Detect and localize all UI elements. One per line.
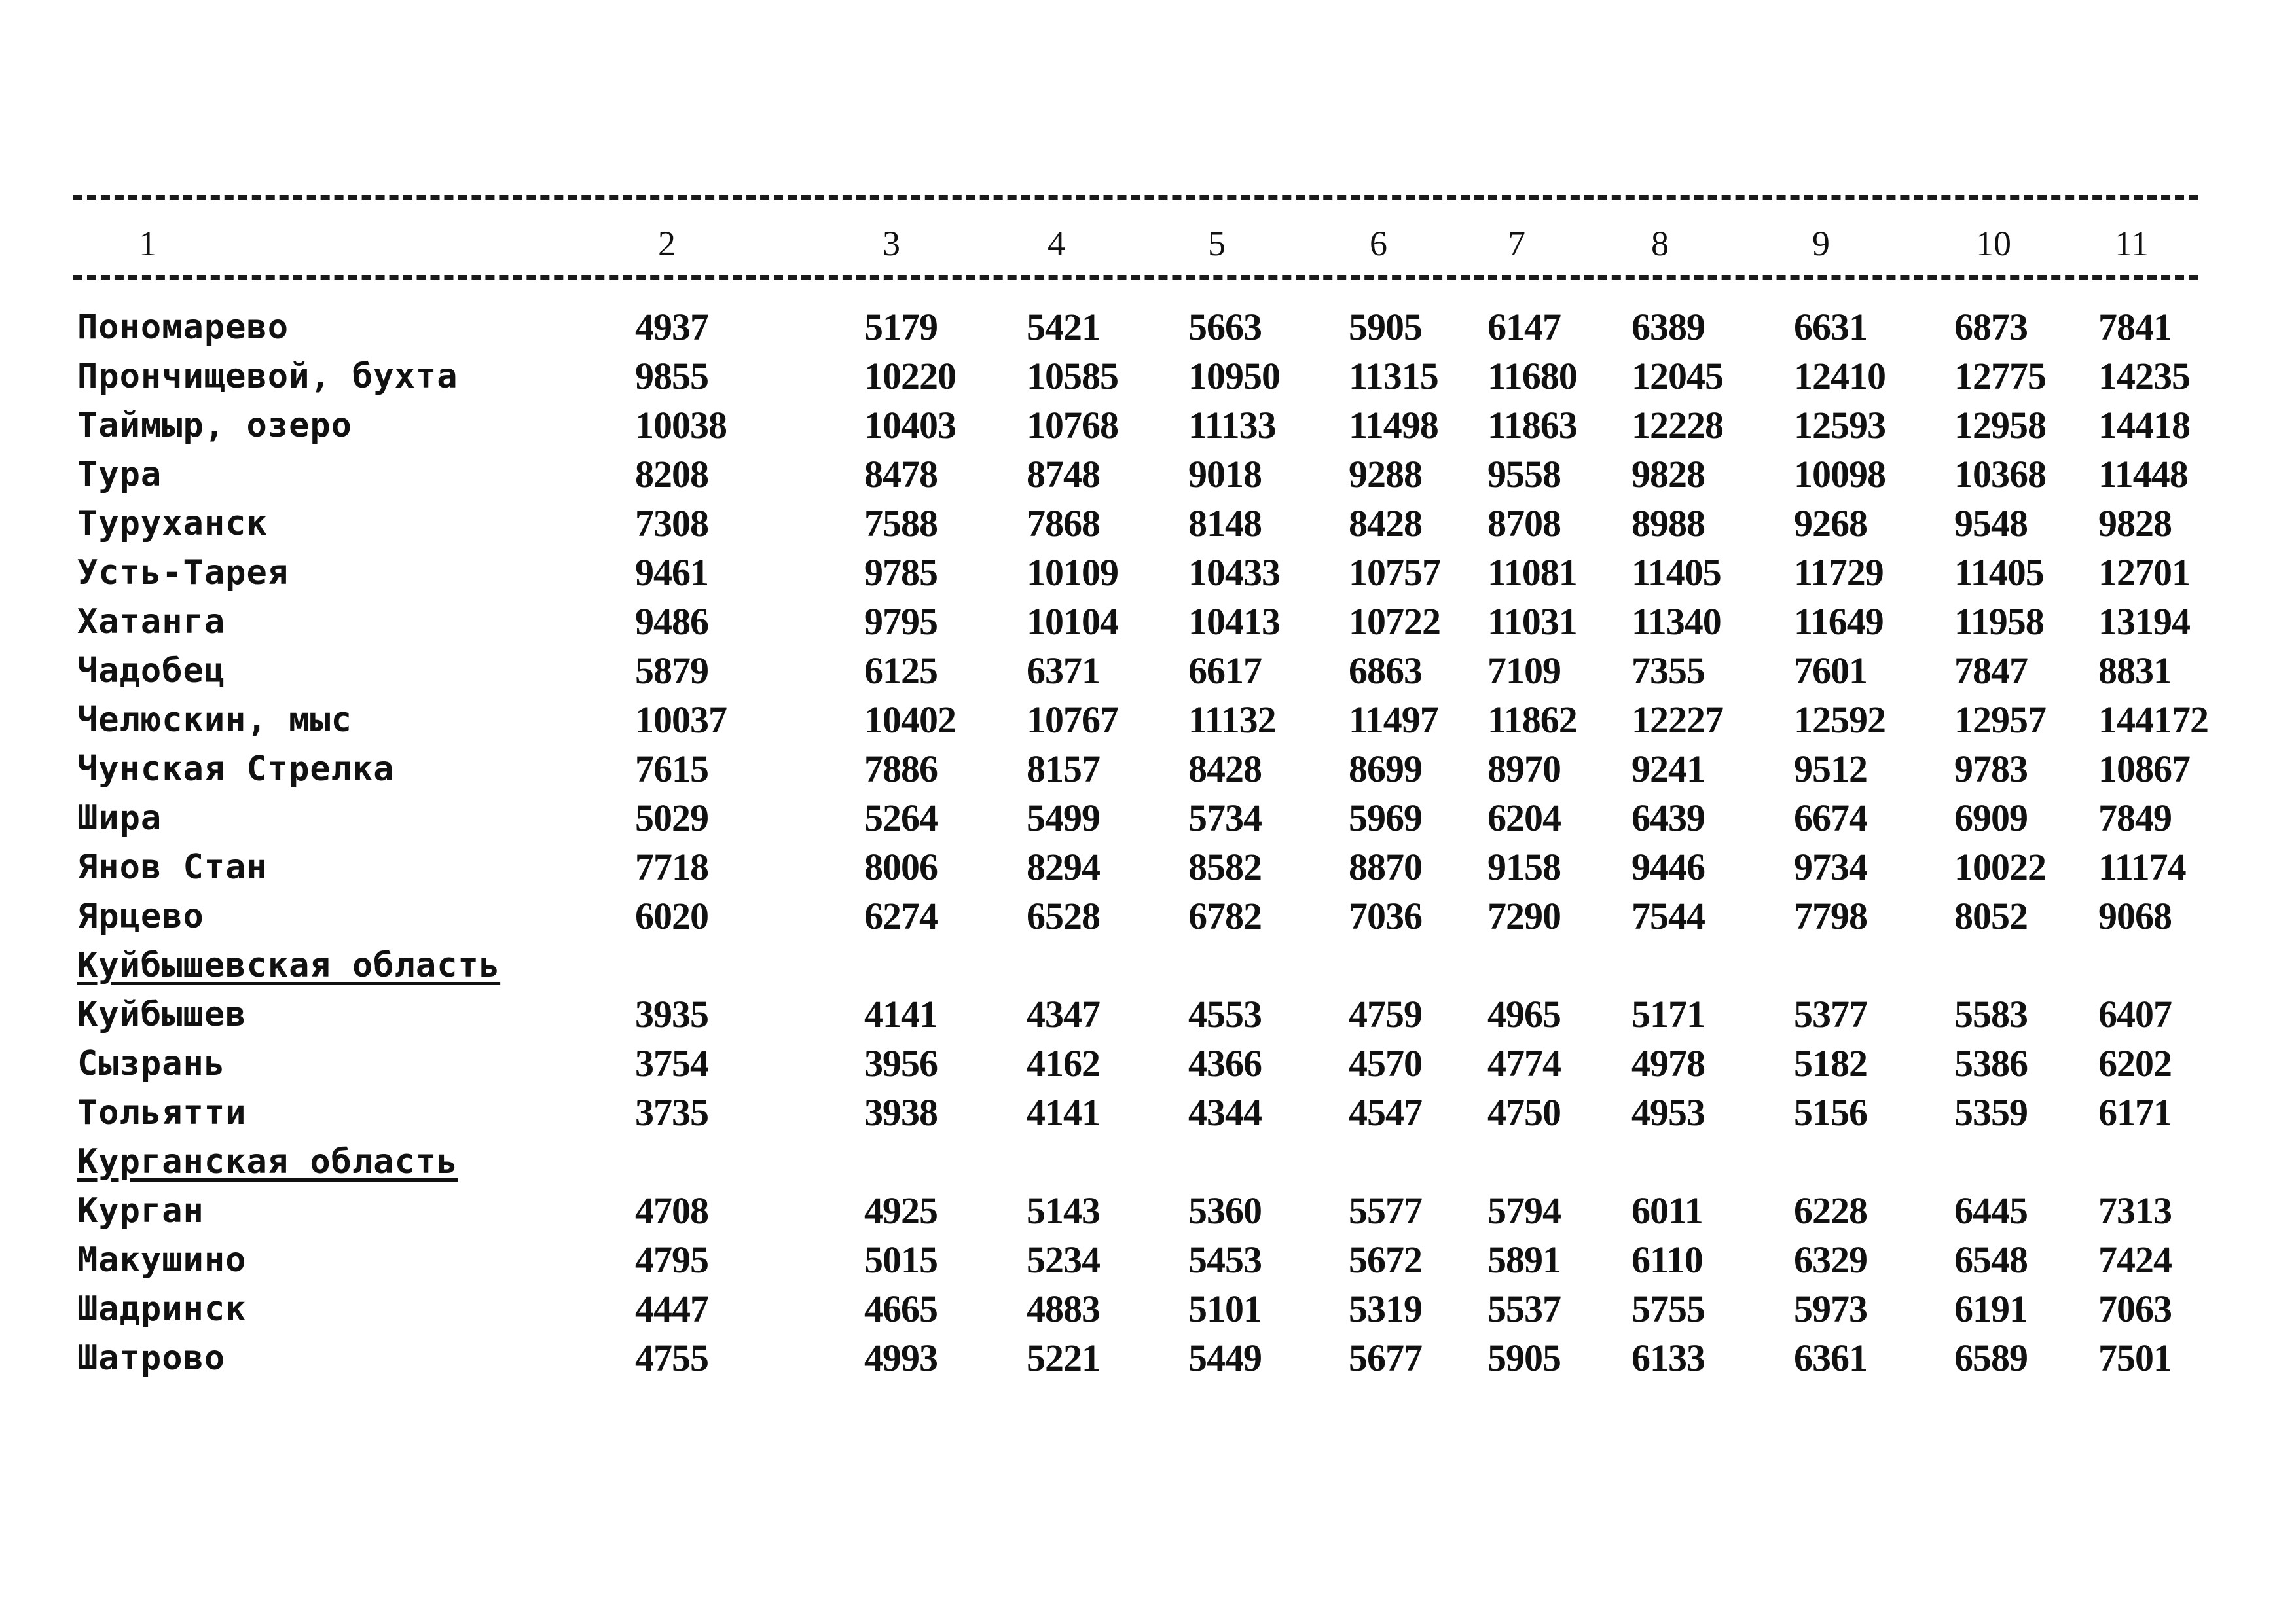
value-cell-col-11: 9068 — [2098, 895, 2172, 937]
value-cell-col-11: 7063 — [2098, 1288, 2172, 1330]
value-cell-col-3: 4665 — [864, 1288, 938, 1330]
value-cell-col-2: 10037 — [635, 698, 727, 741]
value-cell-col-2: 6020 — [635, 895, 708, 937]
value-cell-col-3: 8478 — [864, 453, 938, 496]
value-cell-col-7: 9158 — [1487, 846, 1561, 888]
value-cell-col-10: 5583 — [1954, 993, 2028, 1036]
value-cell-col-10: 10368 — [1954, 453, 2046, 496]
value-cell-col-3: 10403 — [864, 404, 956, 446]
value-cell-col-3: 5015 — [864, 1238, 938, 1281]
table-row — [0, 1235, 2296, 1285]
value-cell-col-9: 12593 — [1794, 404, 1886, 446]
value-cell-col-8: 4978 — [1631, 1042, 1705, 1085]
value-cell-col-9: 5156 — [1794, 1091, 1867, 1134]
value-cell-col-2: 9486 — [635, 600, 708, 643]
value-cell-col-7: 5794 — [1487, 1189, 1561, 1232]
value-cell-col-5: 5663 — [1188, 306, 1262, 348]
value-cell-col-7: 5905 — [1487, 1337, 1561, 1379]
value-cell-col-9: 5973 — [1794, 1288, 1867, 1330]
value-cell-col-5: 10413 — [1188, 600, 1280, 643]
value-cell-col-2: 4937 — [635, 306, 708, 348]
value-cell-col-10: 6909 — [1954, 797, 2028, 839]
value-cell-col-5: 11133 — [1188, 404, 1276, 446]
value-cell-col-6: 5577 — [1349, 1189, 1422, 1232]
value-cell-col-2: 7308 — [635, 502, 708, 545]
value-cell-col-9: 6329 — [1794, 1238, 1867, 1281]
table-row — [0, 842, 2296, 892]
value-cell-col-6: 11315 — [1349, 355, 1438, 397]
value-cell-col-8: 12228 — [1631, 404, 1723, 446]
value-cell-col-11: 11174 — [2098, 846, 2186, 888]
value-cell-col-11: 6407 — [2098, 993, 2172, 1036]
station-name: Шадринск — [77, 1290, 247, 1329]
value-cell-col-8: 6110 — [1631, 1238, 1703, 1281]
station-name: Ярцево — [77, 897, 204, 936]
value-cell-col-7: 4750 — [1487, 1091, 1561, 1134]
value-cell-col-5: 5360 — [1188, 1189, 1262, 1232]
table-row — [0, 646, 2296, 696]
value-cell-col-8: 11340 — [1631, 600, 1721, 643]
value-cell-col-5: 10950 — [1188, 355, 1280, 397]
value-cell-col-5: 5453 — [1188, 1238, 1262, 1281]
value-cell-col-10: 12957 — [1954, 698, 2046, 741]
table-row — [0, 597, 2296, 647]
table-row — [0, 892, 2296, 941]
station-name: Янов Стан — [77, 848, 268, 887]
value-cell-col-9: 7798 — [1794, 895, 1867, 937]
station-name: Тольятти — [77, 1093, 247, 1132]
value-cell-col-9: 5377 — [1794, 993, 1867, 1036]
column-header-11: 11 — [2115, 224, 2149, 263]
value-cell-col-5: 8428 — [1188, 748, 1262, 790]
column-header-10: 10 — [1976, 224, 2011, 263]
value-cell-col-8: 6439 — [1631, 797, 1705, 839]
value-cell-col-4: 5143 — [1027, 1189, 1100, 1232]
station-name: Прончищевой, бухта — [77, 357, 458, 396]
value-cell-col-3: 5264 — [864, 797, 938, 839]
value-cell-col-10: 6548 — [1954, 1238, 2028, 1281]
value-cell-col-3: 5179 — [864, 306, 938, 348]
value-cell-col-11: 9828 — [2098, 502, 2172, 545]
value-cell-col-5: 6782 — [1188, 895, 1262, 937]
value-cell-col-6: 4759 — [1349, 993, 1422, 1036]
value-cell-col-11: 14418 — [2098, 404, 2190, 446]
value-cell-col-6: 8699 — [1349, 748, 1422, 790]
table-row — [0, 1284, 2296, 1334]
value-cell-col-4: 4141 — [1027, 1091, 1100, 1134]
value-cell-col-9: 7601 — [1794, 649, 1867, 692]
value-cell-col-11: 11448 — [2098, 453, 2188, 496]
station-name: Шатрово — [77, 1339, 226, 1378]
value-cell-col-3: 4993 — [864, 1337, 938, 1379]
value-cell-col-11: 7501 — [2098, 1337, 2172, 1379]
value-cell-col-9: 9268 — [1794, 502, 1867, 545]
value-cell-col-9: 11729 — [1794, 551, 1884, 594]
value-cell-col-11: 7849 — [2098, 797, 2172, 839]
value-cell-col-2: 7615 — [635, 748, 708, 790]
value-cell-col-11: 13194 — [2098, 600, 2190, 643]
station-name: Чунская Стрелка — [77, 749, 395, 789]
value-cell-col-2: 4795 — [635, 1238, 708, 1281]
value-cell-col-2: 10038 — [635, 404, 727, 446]
value-cell-col-9: 10098 — [1794, 453, 1886, 496]
value-cell-col-2: 5029 — [635, 797, 708, 839]
value-cell-col-8: 12045 — [1631, 355, 1723, 397]
value-cell-col-6: 9288 — [1349, 453, 1422, 496]
value-cell-col-10: 10022 — [1954, 846, 2046, 888]
value-cell-col-11: 7841 — [2098, 306, 2172, 348]
value-cell-col-7: 8708 — [1487, 502, 1561, 545]
value-cell-col-7: 11863 — [1487, 404, 1577, 446]
value-cell-col-10: 9548 — [1954, 502, 2028, 545]
value-cell-col-5: 4344 — [1188, 1091, 1262, 1134]
value-cell-col-7: 4965 — [1487, 993, 1561, 1036]
value-cell-col-4: 10104 — [1027, 600, 1118, 643]
value-cell-col-6: 8870 — [1349, 846, 1422, 888]
station-name: Пономарево — [77, 308, 289, 347]
value-cell-col-4: 10109 — [1027, 551, 1118, 594]
value-cell-col-8: 12227 — [1631, 698, 1723, 741]
value-cell-col-5: 11132 — [1188, 698, 1276, 741]
value-cell-col-9: 6674 — [1794, 797, 1867, 839]
value-cell-col-6: 6863 — [1349, 649, 1422, 692]
table-row — [0, 695, 2296, 745]
value-cell-col-3: 8006 — [864, 846, 938, 888]
value-cell-col-5: 4366 — [1188, 1042, 1262, 1085]
value-cell-col-10: 6191 — [1954, 1288, 2028, 1330]
header-row — [0, 219, 2296, 268]
station-name: Куйбышев — [77, 995, 247, 1034]
value-cell-col-10: 8052 — [1954, 895, 2028, 937]
value-cell-col-3: 3938 — [864, 1091, 938, 1134]
value-cell-col-4: 8157 — [1027, 748, 1100, 790]
column-header-7: 7 — [1508, 224, 1525, 263]
region-heading: Курганская область — [77, 1142, 458, 1182]
value-cell-col-4: 10767 — [1027, 698, 1118, 741]
value-cell-col-8: 5171 — [1631, 993, 1705, 1036]
value-cell-col-8: 5755 — [1631, 1288, 1705, 1330]
value-cell-col-5: 5449 — [1188, 1337, 1262, 1379]
value-cell-col-4: 5221 — [1027, 1337, 1100, 1379]
value-cell-col-2: 3735 — [635, 1091, 708, 1134]
value-cell-col-2: 4447 — [635, 1288, 708, 1330]
value-cell-col-6: 11498 — [1349, 404, 1438, 446]
value-cell-col-8: 11405 — [1631, 551, 1721, 594]
value-cell-col-7: 5891 — [1487, 1238, 1561, 1281]
value-cell-col-4: 4162 — [1027, 1042, 1100, 1085]
value-cell-col-3: 9785 — [864, 551, 938, 594]
value-cell-col-6: 5672 — [1349, 1238, 1422, 1281]
value-cell-col-10: 11958 — [1954, 600, 2044, 643]
table-row — [0, 793, 2296, 843]
table-row — [0, 1088, 2296, 1138]
value-cell-col-8: 6133 — [1631, 1337, 1705, 1379]
value-cell-col-5: 4553 — [1188, 993, 1262, 1036]
value-cell-col-7: 5537 — [1487, 1288, 1561, 1330]
header-dashed-rule — [73, 275, 2198, 280]
station-name: Тура — [77, 455, 162, 494]
value-cell-col-2: 3754 — [635, 1042, 708, 1085]
value-cell-col-3: 10402 — [864, 698, 956, 741]
value-cell-col-9: 6631 — [1794, 306, 1867, 348]
column-header-5: 5 — [1208, 224, 1226, 263]
station-name: Курган — [77, 1191, 204, 1231]
value-cell-col-2: 8208 — [635, 453, 708, 496]
value-cell-col-9: 11649 — [1794, 600, 1884, 643]
value-cell-col-3: 7588 — [864, 502, 938, 545]
column-header-4: 4 — [1048, 224, 1065, 263]
value-cell-col-9: 6361 — [1794, 1337, 1867, 1379]
table-row — [0, 352, 2296, 401]
column-header-9: 9 — [1812, 224, 1830, 263]
value-cell-col-11: 14235 — [2098, 355, 2190, 397]
value-cell-col-11: 144172 — [2098, 698, 2208, 741]
value-cell-col-2: 9461 — [635, 551, 708, 594]
value-cell-col-5: 5734 — [1188, 797, 1262, 839]
value-cell-col-8: 7355 — [1631, 649, 1705, 692]
value-cell-col-8: 9446 — [1631, 846, 1705, 888]
value-cell-col-4: 6371 — [1027, 649, 1100, 692]
station-name: Макушино — [77, 1240, 247, 1280]
column-header-8: 8 — [1651, 224, 1669, 263]
value-cell-col-7: 11081 — [1487, 551, 1577, 594]
table-row — [0, 990, 2296, 1039]
value-cell-col-11: 10867 — [2098, 748, 2190, 790]
value-cell-col-7: 11680 — [1487, 355, 1577, 397]
table-row — [0, 1186, 2296, 1236]
value-cell-col-10: 9783 — [1954, 748, 2028, 790]
table-row — [0, 744, 2296, 794]
value-cell-col-3: 9795 — [864, 600, 938, 643]
value-cell-col-8: 6389 — [1631, 306, 1705, 348]
value-cell-col-7: 6204 — [1487, 797, 1561, 839]
value-cell-col-4: 5234 — [1027, 1238, 1100, 1281]
value-cell-col-5: 9018 — [1188, 453, 1262, 496]
value-cell-col-5: 10433 — [1188, 551, 1280, 594]
value-cell-col-6: 5677 — [1349, 1337, 1422, 1379]
value-cell-col-10: 6873 — [1954, 306, 2028, 348]
value-cell-col-10: 5359 — [1954, 1091, 2028, 1134]
station-name: Туруханск — [77, 504, 268, 543]
column-header-3: 3 — [883, 224, 900, 263]
table-row — [0, 548, 2296, 598]
top-dashed-rule — [73, 195, 2198, 200]
value-cell-col-5: 6617 — [1188, 649, 1262, 692]
value-cell-col-11: 8831 — [2098, 649, 2172, 692]
value-cell-col-4: 4347 — [1027, 993, 1100, 1036]
value-cell-col-10: 6445 — [1954, 1189, 2028, 1232]
value-cell-col-9: 12410 — [1794, 355, 1886, 397]
table-row — [0, 401, 2296, 450]
value-cell-col-9: 5182 — [1794, 1042, 1867, 1085]
value-cell-col-5: 5101 — [1188, 1288, 1262, 1330]
value-cell-col-10: 7847 — [1954, 649, 2028, 692]
value-cell-col-5: 8148 — [1188, 502, 1262, 545]
value-cell-col-8: 6011 — [1631, 1189, 1703, 1232]
value-cell-col-4: 4883 — [1027, 1288, 1100, 1330]
column-header-6: 6 — [1370, 224, 1387, 263]
value-cell-col-8: 9241 — [1631, 748, 1705, 790]
value-cell-col-4: 8748 — [1027, 453, 1100, 496]
station-name: Шира — [77, 799, 162, 838]
value-cell-col-2: 3935 — [635, 993, 708, 1036]
station-name: Чадобец — [77, 651, 226, 691]
value-cell-col-11: 6171 — [2098, 1091, 2172, 1134]
value-cell-col-7: 9558 — [1487, 453, 1561, 496]
value-cell-col-4: 7868 — [1027, 502, 1100, 545]
value-cell-col-6: 11497 — [1349, 698, 1438, 741]
station-name: Усть-Тарея — [77, 553, 289, 592]
value-cell-col-3: 4141 — [864, 993, 938, 1036]
table-row — [0, 499, 2296, 549]
value-cell-col-4: 5421 — [1027, 306, 1100, 348]
station-name: Сызрань — [77, 1044, 226, 1083]
table-row — [0, 1333, 2296, 1383]
region-heading-row — [0, 941, 2296, 990]
value-cell-col-7: 8970 — [1487, 748, 1561, 790]
value-cell-col-8: 8988 — [1631, 502, 1705, 545]
column-header-2: 2 — [658, 224, 676, 263]
value-cell-col-7: 7109 — [1487, 649, 1561, 692]
value-cell-col-9: 9512 — [1794, 748, 1867, 790]
value-cell-col-6: 5905 — [1349, 306, 1422, 348]
value-cell-col-4: 10768 — [1027, 404, 1118, 446]
value-cell-col-3: 6125 — [864, 649, 938, 692]
value-cell-col-10: 12775 — [1954, 355, 2046, 397]
value-cell-col-4: 8294 — [1027, 846, 1100, 888]
station-name: Таймыр, озеро — [77, 406, 352, 445]
value-cell-col-6: 4570 — [1349, 1042, 1422, 1085]
value-cell-col-3: 4925 — [864, 1189, 938, 1232]
value-cell-col-4: 10585 — [1027, 355, 1118, 397]
value-cell-col-6: 7036 — [1349, 895, 1422, 937]
value-cell-col-6: 10757 — [1349, 551, 1440, 594]
value-cell-col-2: 4708 — [635, 1189, 708, 1232]
value-cell-col-7: 11031 — [1487, 600, 1577, 643]
table-row — [0, 1039, 2296, 1089]
value-cell-col-11: 7313 — [2098, 1189, 2172, 1232]
table-row — [0, 302, 2296, 352]
value-cell-col-6: 4547 — [1349, 1091, 1422, 1134]
value-cell-col-2: 9855 — [635, 355, 708, 397]
table-row — [0, 450, 2296, 499]
value-cell-col-3: 10220 — [864, 355, 956, 397]
value-cell-col-8: 7544 — [1631, 895, 1705, 937]
value-cell-col-2: 7718 — [635, 846, 708, 888]
value-cell-col-4: 6528 — [1027, 895, 1100, 937]
station-name: Челюскин, мыс — [77, 700, 352, 740]
value-cell-col-11: 12701 — [2098, 551, 2190, 594]
value-cell-col-6: 5969 — [1349, 797, 1422, 839]
value-cell-col-10: 11405 — [1954, 551, 2044, 594]
value-cell-col-7: 7290 — [1487, 895, 1561, 937]
value-cell-col-7: 6147 — [1487, 306, 1561, 348]
value-cell-col-4: 5499 — [1027, 797, 1100, 839]
column-header-1: 1 — [139, 224, 156, 263]
value-cell-col-6: 10722 — [1349, 600, 1440, 643]
value-cell-col-9: 9734 — [1794, 846, 1867, 888]
value-cell-col-7: 4774 — [1487, 1042, 1561, 1085]
value-cell-col-7: 11862 — [1487, 698, 1577, 741]
value-cell-col-10: 5386 — [1954, 1042, 2028, 1085]
value-cell-col-9: 6228 — [1794, 1189, 1867, 1232]
value-cell-col-8: 4953 — [1631, 1091, 1705, 1134]
value-cell-col-2: 4755 — [635, 1337, 708, 1379]
value-cell-col-3: 7886 — [864, 748, 938, 790]
value-cell-col-9: 12592 — [1794, 698, 1886, 741]
value-cell-col-11: 7424 — [2098, 1238, 2172, 1281]
value-cell-col-10: 6589 — [1954, 1337, 2028, 1379]
value-cell-col-3: 6274 — [864, 895, 938, 937]
value-cell-col-8: 9828 — [1631, 453, 1705, 496]
value-cell-col-6: 8428 — [1349, 502, 1422, 545]
station-name: Хатанга — [77, 602, 226, 641]
value-cell-col-11: 6202 — [2098, 1042, 2172, 1085]
value-cell-col-6: 5319 — [1349, 1288, 1422, 1330]
value-cell-col-10: 12958 — [1954, 404, 2046, 446]
value-cell-col-2: 5879 — [635, 649, 708, 692]
value-cell-col-3: 3956 — [864, 1042, 938, 1085]
value-cell-col-5: 8582 — [1188, 846, 1262, 888]
region-heading: Куйбышевская область — [77, 946, 501, 985]
region-heading-row — [0, 1137, 2296, 1187]
